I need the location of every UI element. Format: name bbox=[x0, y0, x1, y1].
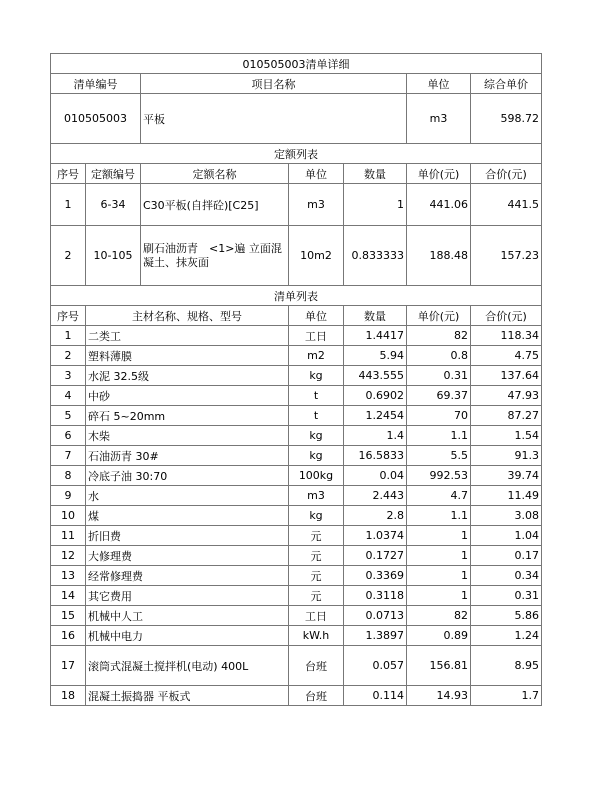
material-unit: 元 bbox=[289, 586, 344, 606]
material-unit: m2 bbox=[289, 346, 344, 366]
material-name: 石油沥青 30# bbox=[86, 446, 289, 466]
material-seq: 4 bbox=[51, 386, 86, 406]
material-qty: 0.04 bbox=[344, 466, 407, 486]
material-unit: 100kg bbox=[289, 466, 344, 486]
material-qty: 0.0713 bbox=[344, 606, 407, 626]
quota-qty-header: 数量 bbox=[344, 164, 407, 184]
material-unit: 台班 bbox=[289, 646, 344, 686]
material-name: 滚筒式混凝土搅拌机(电动) 400L bbox=[86, 646, 289, 686]
material-name: 二类工 bbox=[86, 326, 289, 346]
material-row bbox=[51, 526, 542, 546]
quota-seq-header: 序号 bbox=[51, 164, 86, 184]
material-row bbox=[51, 546, 542, 566]
detail-table bbox=[50, 53, 542, 706]
material-seq: 6 bbox=[51, 426, 86, 446]
material-row bbox=[51, 566, 542, 586]
material-unit-price: 0.89 bbox=[407, 626, 471, 646]
quota-total-header: 合价(元) bbox=[471, 164, 542, 184]
material-row bbox=[51, 346, 542, 366]
material-qty: 1.0374 bbox=[344, 526, 407, 546]
material-unit-price: 1 bbox=[407, 566, 471, 586]
material-total: 3.08 bbox=[471, 506, 542, 526]
material-total: 118.34 bbox=[471, 326, 542, 346]
material-seq: 9 bbox=[51, 486, 86, 506]
material-qty: 0.1727 bbox=[344, 546, 407, 566]
material-qty: 1.2454 bbox=[344, 406, 407, 426]
material-name: 经常修理费 bbox=[86, 566, 289, 586]
material-seq: 7 bbox=[51, 446, 86, 466]
material-row bbox=[51, 326, 542, 346]
material-seq: 1 bbox=[51, 326, 86, 346]
list-name: 平板 bbox=[141, 94, 407, 144]
material-total: 1.04 bbox=[471, 526, 542, 546]
material-unit: kg bbox=[289, 366, 344, 386]
material-qty: 16.5833 bbox=[344, 446, 407, 466]
quota-row bbox=[51, 226, 542, 286]
material-total: 137.64 bbox=[471, 366, 542, 386]
material-name: 其它费用 bbox=[86, 586, 289, 606]
material-unit-price: 14.93 bbox=[407, 686, 471, 706]
quota-qty: 1 bbox=[344, 184, 407, 226]
material-row bbox=[51, 366, 542, 386]
material-name-header: 主材名称、规格、型号 bbox=[86, 306, 289, 326]
material-qty: 0.3369 bbox=[344, 566, 407, 586]
material-unit-price: 1 bbox=[407, 546, 471, 566]
material-unit: 台班 bbox=[289, 686, 344, 706]
material-unit-price: 1.1 bbox=[407, 426, 471, 446]
material-unit-price: 5.5 bbox=[407, 446, 471, 466]
material-row bbox=[51, 426, 542, 446]
material-total-header: 合价(元) bbox=[471, 306, 542, 326]
material-seq-header: 序号 bbox=[51, 306, 86, 326]
quota-total: 441.5 bbox=[471, 184, 542, 226]
material-unit: t bbox=[289, 386, 344, 406]
material-qty: 0.3118 bbox=[344, 586, 407, 606]
list-price-header: 综合单价 bbox=[471, 74, 542, 94]
material-total: 91.3 bbox=[471, 446, 542, 466]
material-seq: 13 bbox=[51, 566, 86, 586]
quota-code: 10-105 bbox=[86, 226, 141, 286]
material-seq: 8 bbox=[51, 466, 86, 486]
material-seq: 18 bbox=[51, 686, 86, 706]
material-unit-header: 单位 bbox=[289, 306, 344, 326]
material-row bbox=[51, 466, 542, 486]
material-unit: kW.h bbox=[289, 626, 344, 646]
material-name: 木柴 bbox=[86, 426, 289, 446]
material-unit: kg bbox=[289, 426, 344, 446]
material-total: 8.95 bbox=[471, 646, 542, 686]
material-qty: 0.057 bbox=[344, 646, 407, 686]
material-total: 1.54 bbox=[471, 426, 542, 446]
quota-unit-header: 单位 bbox=[289, 164, 344, 184]
material-qty: 2.8 bbox=[344, 506, 407, 526]
quota-unit-price-header: 单价(元) bbox=[407, 164, 471, 184]
material-total: 47.93 bbox=[471, 386, 542, 406]
material-seq: 15 bbox=[51, 606, 86, 626]
material-unit-price: 4.7 bbox=[407, 486, 471, 506]
material-qty: 0.6902 bbox=[344, 386, 407, 406]
material-unit-price: 82 bbox=[407, 326, 471, 346]
material-qty: 1.4417 bbox=[344, 326, 407, 346]
quota-row bbox=[51, 184, 542, 226]
list-price: 598.72 bbox=[471, 94, 542, 144]
material-section-title: 清单列表 bbox=[51, 286, 542, 306]
material-total: 11.49 bbox=[471, 486, 542, 506]
material-name: 水 bbox=[86, 486, 289, 506]
material-name: 水泥 32.5级 bbox=[86, 366, 289, 386]
material-unit: 元 bbox=[289, 526, 344, 546]
material-seq: 17 bbox=[51, 646, 86, 686]
material-row bbox=[51, 486, 542, 506]
material-total: 0.17 bbox=[471, 546, 542, 566]
material-unit: 工日 bbox=[289, 326, 344, 346]
quota-section-title: 定额列表 bbox=[51, 144, 542, 164]
material-unit: 元 bbox=[289, 566, 344, 586]
material-unit: 工日 bbox=[289, 606, 344, 626]
material-name: 折旧费 bbox=[86, 526, 289, 546]
quota-unit-price: 188.48 bbox=[407, 226, 471, 286]
material-seq: 16 bbox=[51, 626, 86, 646]
material-name: 中砂 bbox=[86, 386, 289, 406]
material-qty-header: 数量 bbox=[344, 306, 407, 326]
quota-seq: 1 bbox=[51, 184, 86, 226]
material-total: 0.31 bbox=[471, 586, 542, 606]
material-seq: 12 bbox=[51, 546, 86, 566]
list-unit: m3 bbox=[407, 94, 471, 144]
material-name: 机械中电力 bbox=[86, 626, 289, 646]
list-code: 010505003 bbox=[51, 94, 141, 144]
quota-unit: m3 bbox=[289, 184, 344, 226]
material-qty: 5.94 bbox=[344, 346, 407, 366]
material-row bbox=[51, 626, 542, 646]
quota-name: C30平板(自拌砼)[C25] bbox=[141, 184, 289, 226]
material-name: 碎石 5~20mm bbox=[86, 406, 289, 426]
material-total: 1.7 bbox=[471, 686, 542, 706]
material-total: 4.75 bbox=[471, 346, 542, 366]
quota-name-header: 定额名称 bbox=[141, 164, 289, 184]
material-name: 冷底子油 30:70 bbox=[86, 466, 289, 486]
material-name: 塑料薄膜 bbox=[86, 346, 289, 366]
material-total: 87.27 bbox=[471, 406, 542, 426]
quota-total: 157.23 bbox=[471, 226, 542, 286]
list-name-header: 项目名称 bbox=[141, 74, 407, 94]
material-total: 1.24 bbox=[471, 626, 542, 646]
material-name: 大修理费 bbox=[86, 546, 289, 566]
material-unit-price: 1 bbox=[407, 586, 471, 606]
material-row bbox=[51, 506, 542, 526]
quota-qty: 0.833333 bbox=[344, 226, 407, 286]
material-total: 39.74 bbox=[471, 466, 542, 486]
material-unit-price-header: 单价(元) bbox=[407, 306, 471, 326]
material-unit: m3 bbox=[289, 486, 344, 506]
material-seq: 5 bbox=[51, 406, 86, 426]
material-unit-price: 70 bbox=[407, 406, 471, 426]
material-row bbox=[51, 386, 542, 406]
material-unit-price: 0.31 bbox=[407, 366, 471, 386]
material-name: 混凝土振捣器 平板式 bbox=[86, 686, 289, 706]
material-name: 煤 bbox=[86, 506, 289, 526]
material-seq: 14 bbox=[51, 586, 86, 606]
material-unit: t bbox=[289, 406, 344, 426]
material-unit-price: 82 bbox=[407, 606, 471, 626]
material-unit-price: 1.1 bbox=[407, 506, 471, 526]
material-qty: 0.114 bbox=[344, 686, 407, 706]
quota-seq: 2 bbox=[51, 226, 86, 286]
material-row bbox=[51, 406, 542, 426]
material-unit-price: 992.53 bbox=[407, 466, 471, 486]
material-unit: kg bbox=[289, 446, 344, 466]
table-title: 010505003清单详细 bbox=[51, 54, 542, 74]
quota-unit-price: 441.06 bbox=[407, 184, 471, 226]
material-name: 机械中人工 bbox=[86, 606, 289, 626]
list-unit-header: 单位 bbox=[407, 74, 471, 94]
material-seq: 2 bbox=[51, 346, 86, 366]
quota-unit: 10m2 bbox=[289, 226, 344, 286]
material-qty: 1.4 bbox=[344, 426, 407, 446]
material-total: 5.86 bbox=[471, 606, 542, 626]
material-unit-price: 156.81 bbox=[407, 646, 471, 686]
material-seq: 3 bbox=[51, 366, 86, 386]
material-unit: 元 bbox=[289, 546, 344, 566]
material-qty: 1.3897 bbox=[344, 626, 407, 646]
material-row bbox=[51, 586, 542, 606]
material-row bbox=[51, 646, 542, 686]
material-seq: 11 bbox=[51, 526, 86, 546]
quota-code: 6-34 bbox=[86, 184, 141, 226]
material-unit: kg bbox=[289, 506, 344, 526]
material-unit-price: 0.8 bbox=[407, 346, 471, 366]
material-unit-price: 69.37 bbox=[407, 386, 471, 406]
quota-code-header: 定额编号 bbox=[86, 164, 141, 184]
material-row bbox=[51, 606, 542, 626]
material-seq: 10 bbox=[51, 506, 86, 526]
list-code-header: 清单编号 bbox=[51, 74, 141, 94]
material-row bbox=[51, 686, 542, 706]
material-qty: 443.555 bbox=[344, 366, 407, 386]
material-qty: 2.443 bbox=[344, 486, 407, 506]
quota-name: 刷石油沥青 <1>遍 立面混凝土、抹灰面 bbox=[141, 226, 289, 286]
material-unit-price: 1 bbox=[407, 526, 471, 546]
material-row bbox=[51, 446, 542, 466]
material-total: 0.34 bbox=[471, 566, 542, 586]
